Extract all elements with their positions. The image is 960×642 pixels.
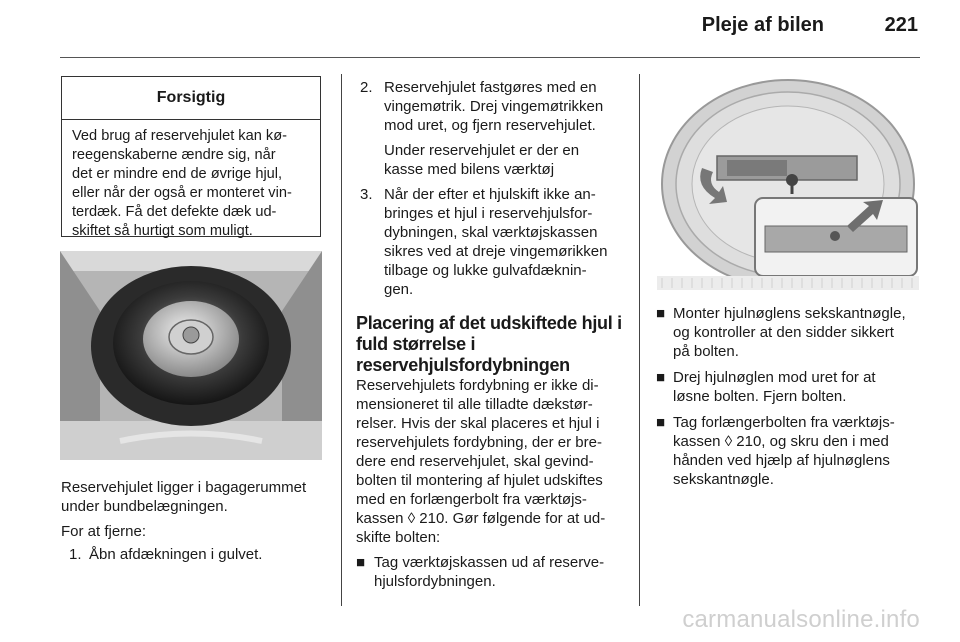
text-line: tilbage og lukke gulvafdæknin- — [384, 262, 587, 279]
text-line: Monter hjulnøglens sekskantnøgle, — [673, 305, 906, 322]
heading-line: reservehjulsfordybningen — [356, 355, 570, 375]
text-line: med en forlængerbolt fra værktøjs- — [356, 491, 587, 508]
spare-wheel-drawing — [60, 251, 322, 460]
caution-line: Ved brug af reservehjulet kan kø- — [72, 128, 287, 144]
text-line: reservehjulets fordybning, der er bre- — [356, 434, 602, 451]
caution-line: terdæk. Få det defekte dæk ud- — [72, 204, 277, 220]
text-line: bolten til montering af hjulet udskiftes — [356, 472, 603, 489]
caution-title: Forsigtig — [62, 77, 320, 120]
bullet-icon: ■ — [656, 369, 666, 386]
caution-text — [62, 120, 320, 248]
bullet-item — [656, 304, 926, 361]
caution-line: det er mindre end de øvrige hjul, — [72, 166, 283, 182]
heading-line: fuld størrelse i — [356, 334, 476, 354]
tool-box-drawing — [657, 76, 919, 304]
bullet-item — [656, 368, 926, 406]
column-divider — [341, 74, 342, 606]
right-column — [656, 304, 926, 489]
step-3 — [356, 185, 628, 299]
text-line: mod uret, og fjern reservehjulet. — [384, 117, 596, 134]
page-number: 221 — [884, 14, 918, 36]
section-heading — [356, 313, 628, 376]
text-line: Tag forlængerbolten fra værktøjs- — [673, 414, 895, 431]
bullet-item — [656, 413, 926, 489]
caution-box — [61, 76, 321, 237]
text-line: hjulsfordybningen. — [374, 573, 496, 590]
bullet-icon: ■ — [656, 414, 666, 431]
text-line: gen. — [384, 281, 414, 298]
step-2 — [356, 78, 628, 135]
text-line: Under reservehjulet er der en — [384, 142, 580, 159]
text-line: og kontroller at den sidder sikkert — [673, 324, 894, 341]
text-line: Reservehjulets fordybning er ikke di- — [356, 377, 599, 394]
text-line: bringes et hjul i reservehjulsfor- — [384, 205, 593, 222]
text-line: skifte bolten: — [356, 529, 441, 546]
step-1 — [61, 545, 329, 564]
caution-line: skiftet så hurtigt som muligt. — [72, 223, 253, 239]
left-column — [61, 478, 329, 564]
column-divider — [639, 74, 640, 606]
tool-box-illustration — [657, 76, 919, 304]
watermark: carmanualsonline.info — [682, 606, 920, 633]
step-text: Åbn afdækningen i gulvet. — [89, 546, 263, 563]
text-line: Tag værktøjskassen ud af reserve- — [374, 554, 605, 571]
heading-line: Placering af det udskiftede hjul i — [356, 313, 622, 333]
spare-wheel-illustration — [60, 251, 322, 460]
header-divider — [60, 57, 920, 58]
middle-column — [356, 78, 628, 591]
text-line: sikres ved at dreje vingemørikken — [384, 243, 608, 260]
bullet-icon: ■ — [656, 305, 666, 322]
text-line: på bolten. — [673, 343, 739, 360]
text-line: Reservehjulet ligger i bagagerummet — [61, 479, 307, 496]
caution-line: eller når der også er monteret vin- — [72, 185, 292, 201]
text-line: kassen ◊ 210. Gør følgende for at ud- — [356, 510, 606, 527]
step-number: 2. — [360, 79, 373, 96]
text-line: vingemøtrik. Drej vingemøtrikken — [384, 98, 604, 115]
text-line: Når der efter et hjulskift ikke an- — [384, 186, 596, 203]
text-line: mensioneret til alle tilladte dækstør- — [356, 396, 593, 413]
step-number: 1. — [69, 546, 82, 563]
text-line: kasse med bilens værktøj — [384, 161, 555, 178]
text-line: dere end reservehjulet, skal gevind- — [356, 453, 594, 470]
bullet-item — [356, 553, 628, 591]
text-line: løsne bolten. Fjern bolten. — [673, 388, 847, 405]
step-number: 3. — [360, 186, 373, 203]
text-line: Drej hjulnøglen mod uret for at — [673, 369, 876, 386]
text-line: relser. Hvis der skal placeres et hjul i — [356, 415, 600, 432]
text-line: Reservehjulet fastgøres med en — [384, 79, 597, 96]
text-line: kassen ◊ 210, og skru den i med — [673, 433, 889, 450]
remove-intro: For at fjerne: — [61, 523, 147, 540]
bullet-icon: ■ — [356, 554, 366, 571]
text-line: hånden ved hjælp af hjulnøglens — [673, 452, 890, 469]
page-title: Pleje af bilen — [701, 14, 824, 36]
text-line: dybningen, skal værktøjskassen — [384, 224, 598, 241]
section-body — [356, 376, 628, 547]
step-2-note — [356, 141, 628, 179]
intro-paragraph — [61, 478, 329, 516]
text-line: under bundbelægningen. — [61, 498, 228, 515]
text-line: sekskantnøgle. — [673, 471, 774, 488]
caution-line: reegenskaberne ændre sig, når — [72, 147, 276, 163]
